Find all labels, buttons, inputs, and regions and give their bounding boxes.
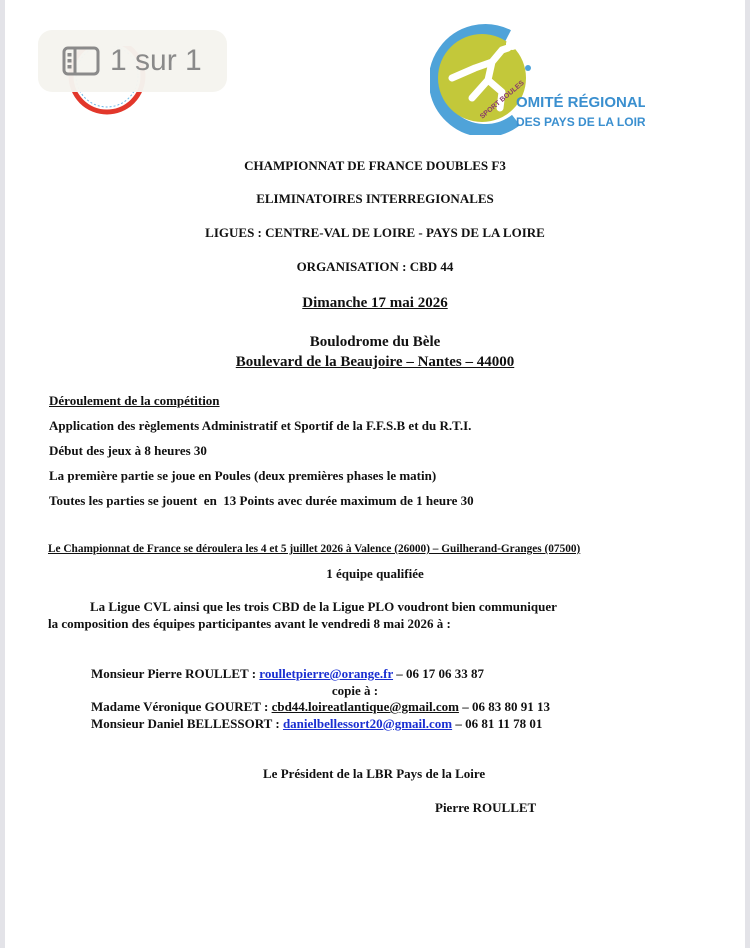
rule-item: Début des jeux à 8 heures 30: [49, 443, 207, 458]
contact-email-link[interactable]: cbd44.loireatlantique@gmail.com: [271, 699, 459, 714]
contact-phone: – 06 17 06 33 87: [393, 666, 485, 681]
instruction-line2: la composition des équipes participantes avant le vendredi 8 mai 2026 à :: [48, 616, 451, 631]
contact-email-link[interactable]: danielbellessort20@gmail.com: [282, 716, 453, 731]
viewer-right-edge: [745, 0, 750, 948]
doc-date: Dimanche 17 mai 2026: [302, 295, 448, 311]
championship-note: Le Championnat de France se déroulera les 4 et 5 juillet 2026 à Valence (26000) – Guilherand-Granges (07500): [48, 543, 581, 555]
doc-organisation: ORGANISATION : CBD 44: [296, 259, 454, 274]
page-indicator[interactable]: [38, 30, 227, 92]
rule-item: La première partie se joue en Poules (deux premières phases le matin): [49, 468, 437, 483]
doc-title: CHAMPIONNAT DE FRANCE DOUBLES F3: [244, 158, 506, 173]
instruction-line1: La Ligue CVL ainsi que les trois CBD de la Ligue PLO voudront bien communiquer: [90, 599, 557, 614]
contact-phone: – 06 81 11 78 01: [452, 716, 543, 731]
contact-name: Monsieur Daniel BELLESSORT :: [91, 716, 283, 731]
doc-address: Boulevard de la Beaujoire – Nantes – 44000: [235, 354, 515, 370]
page-indicator-label: 1 sur 1: [110, 44, 202, 77]
section-heading: Déroulement de la compétition: [49, 393, 220, 408]
logo-arc-text: SPORT BOULES: [478, 79, 526, 121]
contact-row: [91, 716, 542, 732]
comite-regional-logo: [430, 20, 645, 135]
contact-row: [91, 666, 484, 682]
contact-name: Madame Véronique GOURET :: [91, 699, 272, 714]
doc-subtitle: ELIMINATOIRES INTERREGIONALES: [256, 191, 494, 206]
qualified-count: 1 équipe qualifiée: [326, 566, 424, 581]
logo-line1: OMITÉ RÉGIONAL: [516, 94, 645, 111]
contact-phone: – 06 83 80 91 13: [458, 699, 550, 714]
sidebar-thumbnails-icon[interactable]: [62, 46, 100, 76]
doc-leagues: LIGUES : CENTRE-VAL DE LOIRE - PAYS DE LA LOIRE: [205, 225, 545, 240]
contact-row: [91, 699, 550, 715]
copy-to-label: copie à :: [331, 683, 379, 698]
doc-venue: Boulodrome du Bèle: [309, 334, 441, 350]
rule-item: Application des règlements Administratif et Sportif de la F.F.S.B et du R.T.I.: [49, 418, 472, 433]
signature-title: Le Président de la LBR Pays de la Loire: [263, 766, 486, 781]
signature-name: Pierre ROULLET: [435, 800, 537, 815]
rule-item: Toutes les parties se jouent en 13 Points avec durée maximum de 1 heure 30: [49, 493, 474, 508]
logo-line2: DES PAYS DE LA LOIRE: [516, 115, 645, 129]
contact-email-link[interactable]: roulletpierre@orange.fr: [259, 666, 394, 681]
contact-name: Monsieur Pierre ROULLET :: [91, 666, 260, 681]
